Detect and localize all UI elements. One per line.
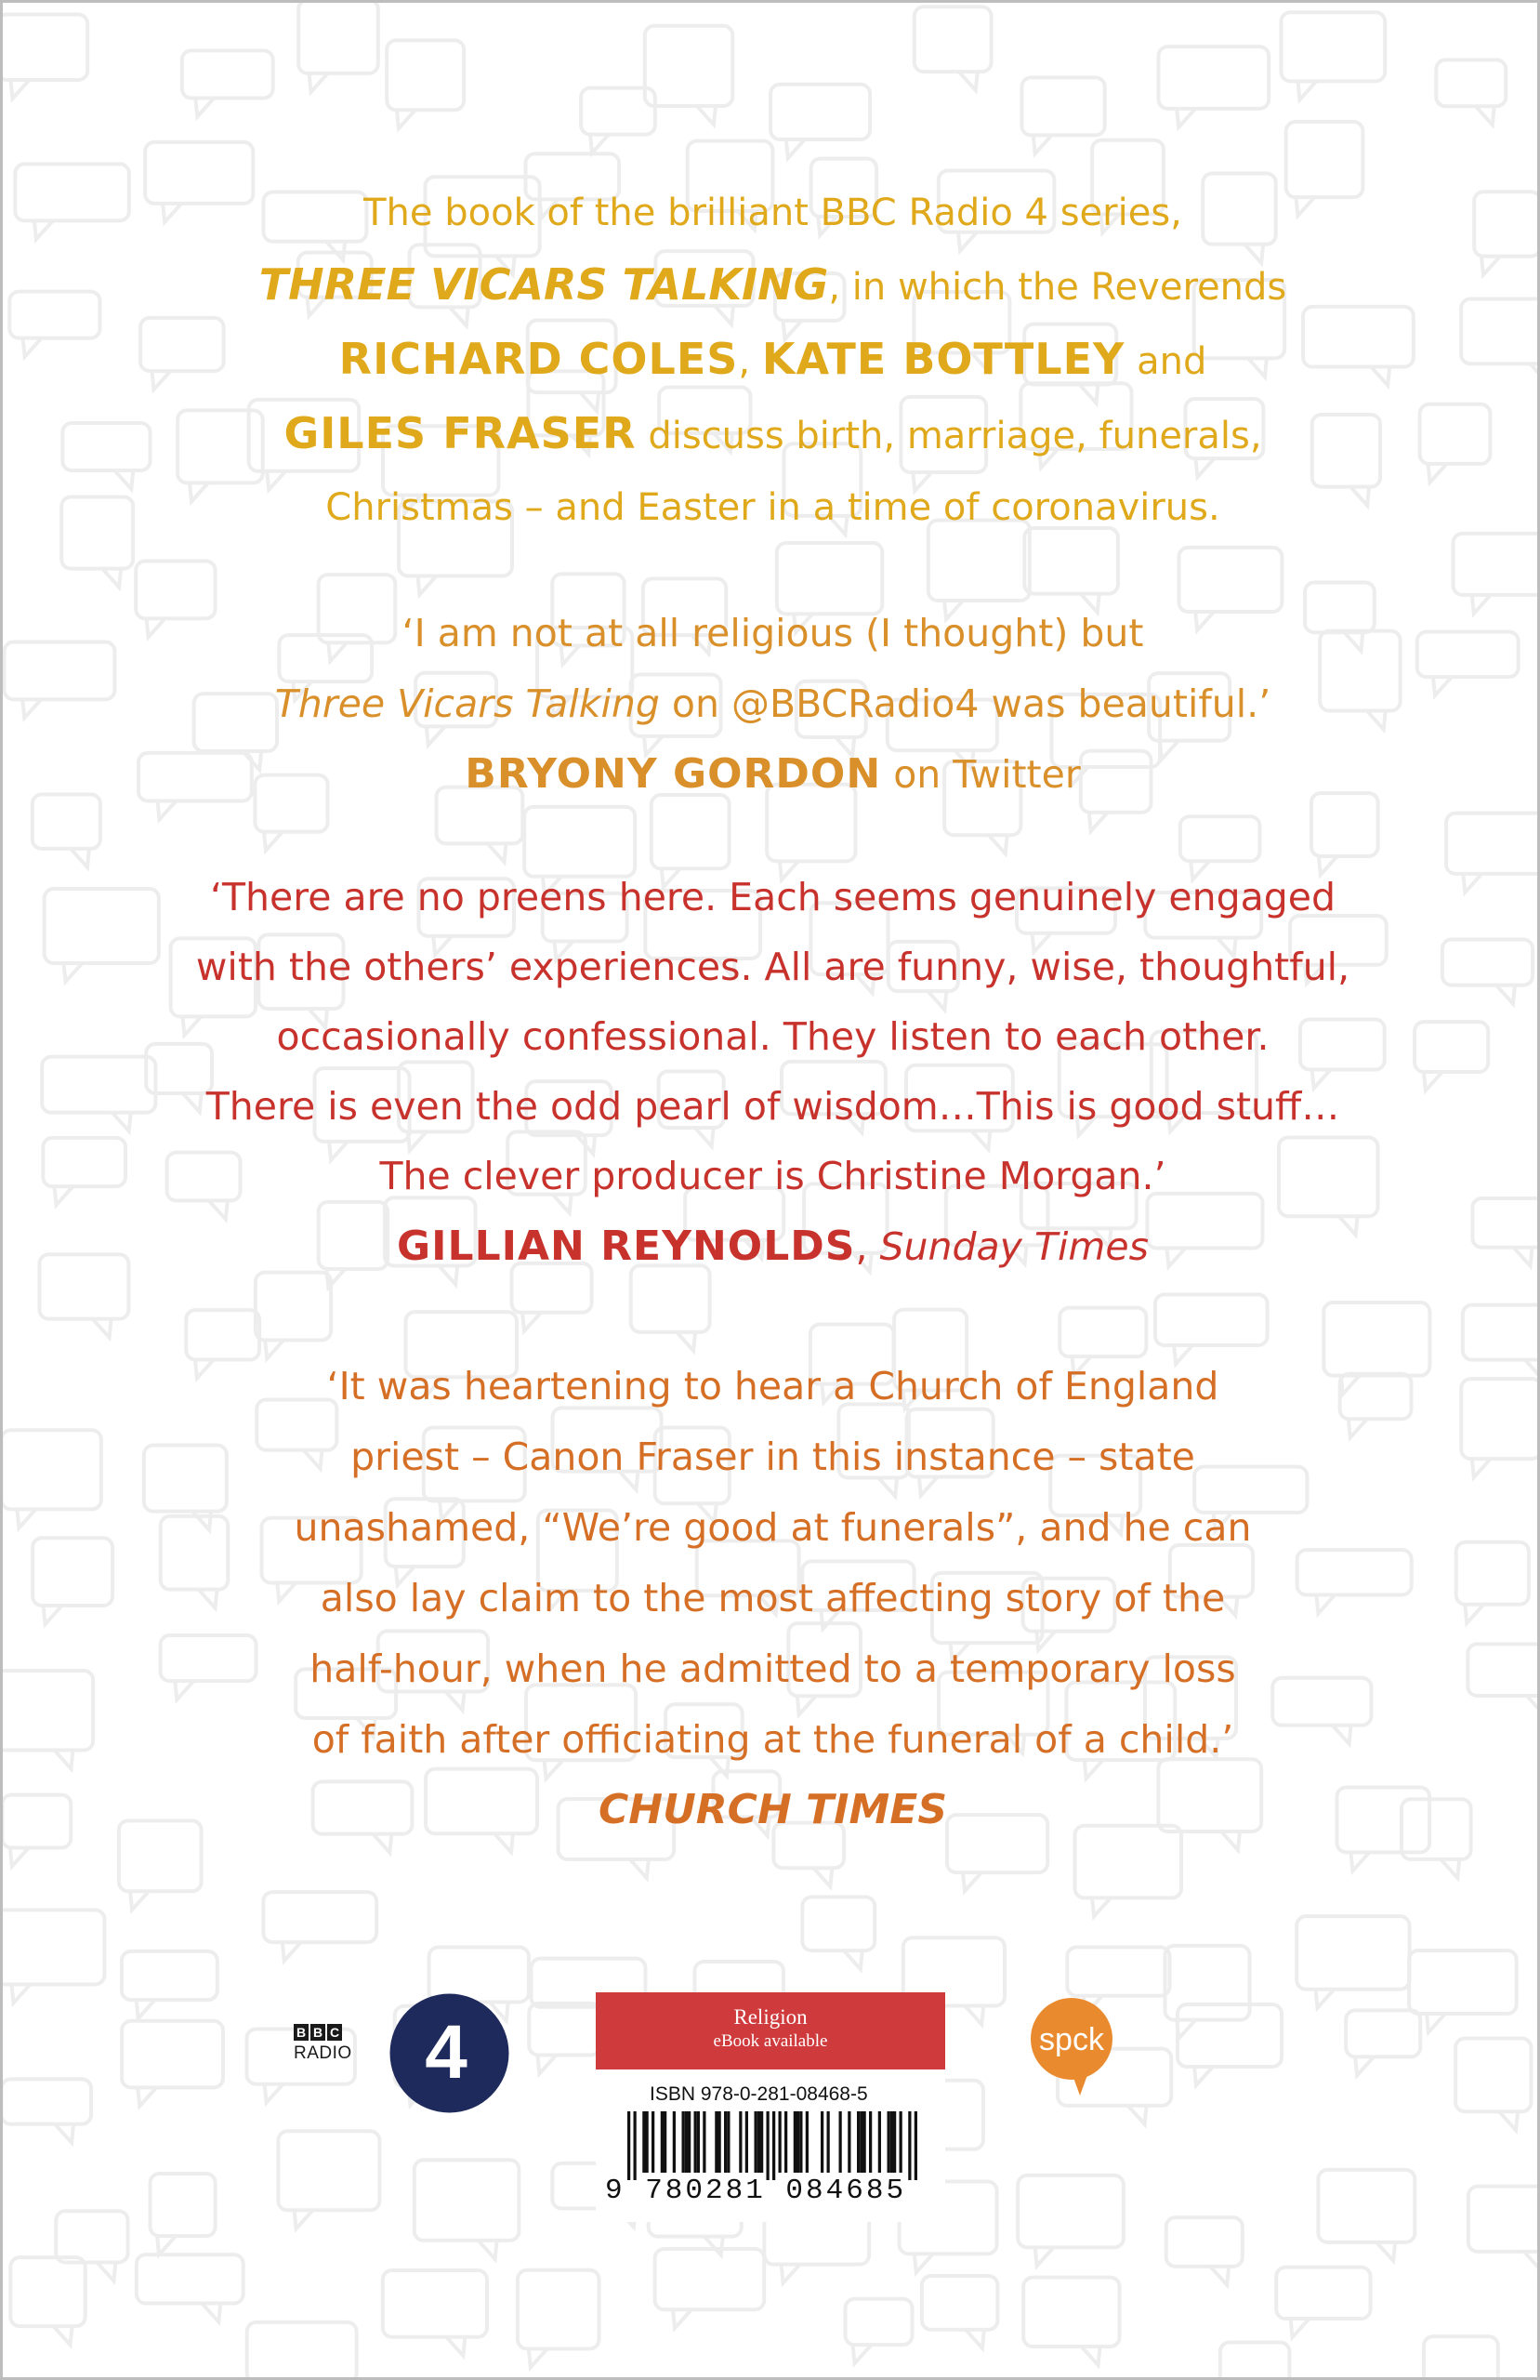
barcode-bar <box>857 2111 860 2173</box>
barcode-bar <box>697 2111 700 2173</box>
barcode-bar <box>806 2111 809 2173</box>
speech-bubble-icon <box>3 15 87 99</box>
barcode-bar <box>767 2111 770 2180</box>
blurb-line-2-rest: , in which the Reverends <box>828 266 1287 309</box>
bbc-letter-3: C <box>327 2024 342 2041</box>
speech-bubble-icon <box>1276 2268 1370 2337</box>
quote1-attribution <box>3 739 1540 810</box>
speech-bubble-icon <box>915 7 992 90</box>
barcode-bar <box>715 2111 717 2173</box>
quote3-line-1: ‘It was heartening to hear a Church of England <box>326 1364 1219 1408</box>
barcode-bar <box>784 2111 787 2173</box>
category-header <box>596 1992 945 2069</box>
barcode-bar <box>848 2111 850 2173</box>
quote2-attribution <box>3 1211 1540 1282</box>
speech-bubble-icon <box>1409 1950 1517 2032</box>
quote2-line-1: ‘There are no preens here. Each seems genuinely engaged <box>209 875 1336 919</box>
blurb-line-3 <box>3 324 1540 398</box>
quote-gillian-reynolds <box>3 863 1540 1282</box>
quote2-line-4: There is even the odd pearl of wisdom…This is good stuff… <box>205 1084 1340 1129</box>
quote1-line-1: ‘I am not at all religious (I thought) but <box>401 611 1144 655</box>
speech-bubble-icon <box>256 1273 331 1359</box>
speech-bubble-icon <box>845 2299 912 2363</box>
isbn-text: ISBN 978-0-281-08468-5 <box>650 2083 868 2105</box>
barcode-bar <box>739 2111 742 2173</box>
barcode-bar <box>685 2111 688 2173</box>
quote2-line-2: with the others’ experiences. All are funny, wise, thoughtful, <box>195 945 1350 989</box>
barcode-bar <box>827 2111 830 2173</box>
barcode-bar <box>755 2111 757 2173</box>
speech-bubble-icon <box>298 3 378 92</box>
quote3-line-6: of faith after officiating at the funeral of a child.’ <box>311 1717 1234 1762</box>
barcode-bar <box>673 2111 676 2173</box>
bbc-letter-2: B <box>310 2024 325 2041</box>
quote1-line-2-rest: on @BBCRadio4 was beautiful.’ <box>659 681 1271 726</box>
barcode-bar <box>760 2111 763 2173</box>
name-richard-coles: RICHARD COLES <box>338 334 739 384</box>
speech-bubble-icon <box>529 2003 600 2074</box>
barcode-bar <box>908 2111 911 2180</box>
speech-bubble-icon <box>122 1951 217 2018</box>
barcode-bar <box>869 2111 872 2173</box>
spck-logo <box>1030 1997 1113 2099</box>
barcode-bar <box>799 2111 802 2173</box>
quote3-line-4: also lay claim to the most affecting story of the <box>320 1576 1226 1620</box>
speech-bubble-icon <box>56 2211 127 2281</box>
quote1-title: Three Vicars Talking <box>274 681 660 726</box>
barcode-bar <box>694 2111 697 2173</box>
speech-bubble-icon <box>387 40 464 128</box>
category-label: Religion <box>733 2005 808 2029</box>
bbc-radio-text: RADIO <box>294 2043 352 2063</box>
quote3-line-2: priest – Canon Fraser in this instance – state <box>350 1435 1195 1479</box>
speech-bubble-icon <box>1296 1916 1409 2008</box>
speech-bubble-icon <box>1166 2217 1243 2285</box>
speech-bubble-icon <box>415 2160 520 2259</box>
barcode-bar <box>860 2111 862 2173</box>
quote2-attribution-sep: , <box>855 1224 880 1269</box>
speech-bubble-icon <box>122 2021 223 2107</box>
speech-bubble-icon <box>1018 2175 1124 2266</box>
barcode-bar <box>863 2111 866 2173</box>
barcode-bar <box>703 2111 705 2173</box>
quote2-attribution-source: Sunday Times <box>879 1224 1149 1269</box>
quote-church-times <box>3 1351 1540 1845</box>
quote1-attribution-name: BRYONY GORDON <box>465 750 882 798</box>
barcode-bar <box>900 2111 902 2173</box>
speech-bubble-icon <box>1159 46 1270 127</box>
blurb-and: and <box>1125 340 1207 383</box>
quote2-attribution-name: GILLIAN REYNOLDS <box>397 1223 856 1270</box>
quote3-line-5: half-hour, when he admitted to a temporary loss <box>309 1646 1236 1691</box>
series-title: THREE VICARS TALKING <box>258 259 829 310</box>
speech-bubble-icon <box>137 2254 244 2321</box>
barcode-bar <box>642 2111 645 2173</box>
book-blurb <box>3 178 1540 544</box>
blurb-line-1: The book of the brilliant BBC Radio 4 series, <box>363 192 1182 234</box>
barcode-bar <box>664 2111 666 2173</box>
speech-bubble-icon <box>1023 2278 1119 2365</box>
barcode-label <box>596 1992 945 2222</box>
speech-bubble-icon <box>1424 2336 1498 2380</box>
bbc-radio-logo <box>294 2023 352 2064</box>
radio-4-glyph: 4 <box>425 2010 467 2095</box>
barcode-bar <box>634 2111 637 2180</box>
speech-bubble-icon <box>922 2276 998 2348</box>
barcode-bar <box>888 2111 890 2173</box>
barcode-bar <box>794 2111 796 2173</box>
quote2-line-3: occasionally confessional. They listen to each other. <box>276 1014 1270 1059</box>
speech-bubble-icon <box>1021 77 1104 153</box>
blurb-line-2 <box>3 249 1540 324</box>
barcode-bar <box>779 2111 782 2173</box>
speech-bubble-icon <box>3 2079 91 2142</box>
barcode-bar <box>682 2111 685 2173</box>
barcode-bar <box>757 2111 760 2173</box>
radio-4-logo <box>388 1992 510 2114</box>
bbc-blocks <box>294 2023 352 2041</box>
speech-bubble-icon <box>278 2131 379 2228</box>
blurb-separator: , <box>738 340 762 383</box>
barcode-bar <box>915 2111 917 2180</box>
speech-bubble-icon <box>1468 2187 1540 2270</box>
barcode-bar <box>772 2111 775 2180</box>
barcode-bar <box>718 2111 721 2173</box>
barcode-bar <box>878 2111 881 2173</box>
speech-bubble-icon <box>263 1892 376 1961</box>
barcode-bar <box>745 2111 748 2173</box>
barcode-bar <box>796 2111 799 2173</box>
speech-bubble-icon <box>802 1897 875 1969</box>
speech-bubble-icon <box>1436 60 1506 125</box>
bbc-letter-1: B <box>294 2024 309 2041</box>
name-giles-fraser: GILES FRASER <box>283 408 637 458</box>
blurb-line-4-rest: discuss birth, marriage, funerals, <box>636 415 1262 457</box>
speech-bubble-icon <box>1455 2039 1531 2131</box>
speech-bubble-icon <box>645 26 732 125</box>
speech-bubble-icon <box>247 2322 357 2380</box>
speech-bubble-icon <box>770 85 870 158</box>
name-kate-bottley: KATE BOTTLEY <box>761 334 1125 384</box>
barcode-digits: 9 780281 084685 <box>605 2175 907 2207</box>
barcode-bars <box>627 2111 917 2180</box>
quote1-line-2 <box>3 668 1540 739</box>
barcode-bar <box>727 2111 730 2173</box>
quote1-attribution-rest: on Twitter <box>881 752 1081 797</box>
speech-bubble-icon <box>1318 2170 1415 2261</box>
quote-bryony-gordon <box>3 598 1540 810</box>
quote3-attribution: CHURCH TIMES <box>598 1786 948 1833</box>
speech-bubble-icon <box>3 1910 104 2003</box>
ebook-available-label: eBook available <box>713 2031 828 2051</box>
speech-bubble-icon <box>10 2257 85 2345</box>
speech-bubble-icon <box>1178 2004 1282 2085</box>
quote3-line-3: unashamed, “We’re good at funerals”, and he can <box>294 1505 1252 1550</box>
speech-bubble-icon <box>1346 2010 1420 2075</box>
spck-text: spck <box>1039 2022 1104 2057</box>
speech-bubble-icon <box>182 50 273 116</box>
quote2-line-5: The clever producer is Christine Morgan.’ <box>379 1154 1166 1198</box>
barcode-bar <box>893 2111 896 2173</box>
speech-bubble-icon <box>1281 12 1385 99</box>
barcode-bar <box>839 2111 842 2173</box>
barcode-bar <box>627 2111 630 2180</box>
speech-bubble-icon <box>518 2270 599 2368</box>
barcode-bar <box>688 2111 691 2173</box>
speech-bubble-icon <box>383 2270 487 2356</box>
speech-bubble-icon <box>151 2174 216 2254</box>
barcode-bar <box>646 2111 649 2173</box>
barcode-bar <box>652 2111 654 2173</box>
speech-bubble-icon <box>655 2249 765 2328</box>
barcode-bar <box>821 2111 823 2173</box>
speech-bubble-icon <box>1220 2343 1290 2380</box>
barcode-bar <box>890 2111 893 2173</box>
barcode-bar <box>661 2111 664 2173</box>
blurb-line-4 <box>3 398 1540 472</box>
blurb-line-5: Christmas – and Easter in a time of coronavirus. <box>325 486 1220 529</box>
barcode-bar <box>724 2111 727 2173</box>
